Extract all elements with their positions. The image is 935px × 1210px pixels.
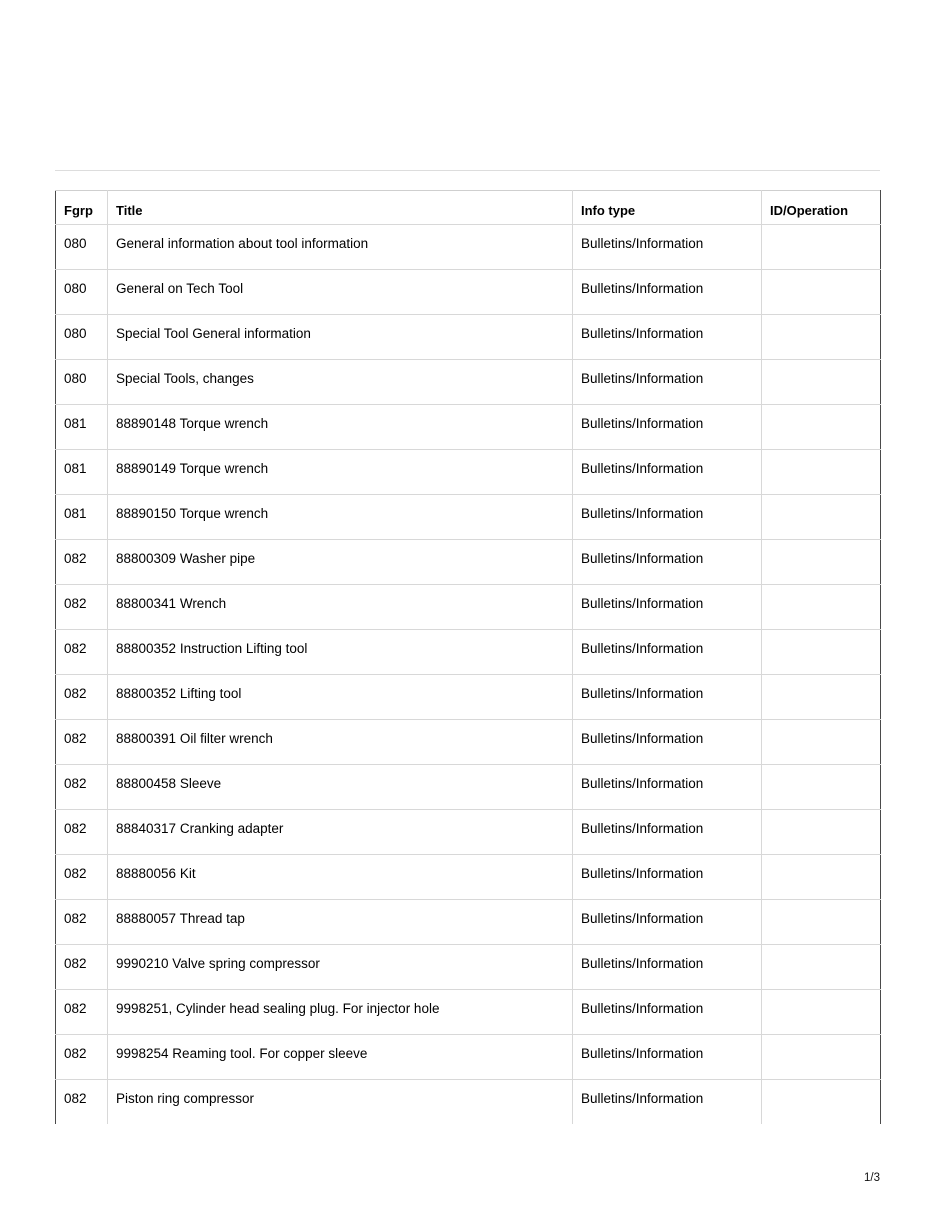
cell-fgrp: 081	[56, 450, 108, 495]
cell-info_type: Bulletins/Information	[573, 225, 762, 270]
column-header-fgrp: Fgrp	[56, 191, 108, 225]
cell-info_type: Bulletins/Information	[573, 855, 762, 900]
cell-fgrp: 082	[56, 585, 108, 630]
table-row	[56, 360, 881, 405]
cell-title: 88890150 Torque wrench	[108, 495, 573, 540]
page-number: 1/3	[864, 1172, 880, 1184]
cell-info_type: Bulletins/Information	[573, 1035, 762, 1080]
cell-info_type: Bulletins/Information	[573, 945, 762, 990]
cell-title: General on Tech Tool	[108, 270, 573, 315]
table-row	[56, 855, 881, 900]
cell-info_type: Bulletins/Information	[573, 810, 762, 855]
cell-fgrp: 082	[56, 675, 108, 720]
cell-fgrp: 080	[56, 360, 108, 405]
cell-id_operation	[762, 495, 881, 540]
cell-id_operation	[762, 585, 881, 630]
cell-title: 88840317 Cranking adapter	[108, 810, 573, 855]
cell-fgrp: 082	[56, 900, 108, 945]
cell-title: 9990210 Valve spring compressor	[108, 945, 573, 990]
cell-fgrp: 080	[56, 315, 108, 360]
table-row	[56, 1035, 881, 1080]
table-row	[56, 675, 881, 720]
cell-info_type: Bulletins/Information	[573, 495, 762, 540]
cell-id_operation	[762, 720, 881, 765]
cell-title: 88880056 Kit	[108, 855, 573, 900]
cell-info_type: Bulletins/Information	[573, 405, 762, 450]
cell-info_type: Bulletins/Information	[573, 360, 762, 405]
cell-id_operation	[762, 990, 881, 1035]
cell-info_type: Bulletins/Information	[573, 675, 762, 720]
table-row	[56, 1080, 881, 1125]
cell-fgrp: 081	[56, 495, 108, 540]
cell-fgrp: 082	[56, 1035, 108, 1080]
cell-title: General information about tool information	[108, 225, 573, 270]
cell-title: 9998254 Reaming tool. For copper sleeve	[108, 1035, 573, 1080]
cell-id_operation	[762, 945, 881, 990]
column-header-id-operation: ID/Operation	[762, 191, 881, 225]
cell-title: 88800341 Wrench	[108, 585, 573, 630]
cell-title: 88800352 Lifting tool	[108, 675, 573, 720]
cell-id_operation	[762, 900, 881, 945]
cell-fgrp: 080	[56, 270, 108, 315]
cell-id_operation	[762, 360, 881, 405]
cell-info_type: Bulletins/Information	[573, 900, 762, 945]
cell-id_operation	[762, 675, 881, 720]
table-row	[56, 630, 881, 675]
table-row	[56, 540, 881, 585]
cell-info_type: Bulletins/Information	[573, 720, 762, 765]
cell-fgrp: 082	[56, 1080, 108, 1125]
cell-title: Special Tool General information	[108, 315, 573, 360]
cell-id_operation	[762, 765, 881, 810]
table-row	[56, 720, 881, 765]
cell-fgrp: 082	[56, 630, 108, 675]
cell-fgrp: 080	[56, 225, 108, 270]
cell-fgrp: 082	[56, 945, 108, 990]
cell-id_operation	[762, 450, 881, 495]
cell-id_operation	[762, 315, 881, 360]
cell-fgrp: 082	[56, 765, 108, 810]
cell-title: 9998251, Cylinder head sealing plug. For injector hole	[108, 990, 573, 1035]
cell-id_operation	[762, 810, 881, 855]
cell-id_operation	[762, 405, 881, 450]
cell-title: Piston ring compressor	[108, 1080, 573, 1125]
column-header-title: Title	[108, 191, 573, 225]
cell-title: Special Tools, changes	[108, 360, 573, 405]
table-header	[56, 191, 881, 225]
table-row	[56, 990, 881, 1035]
table-viewport	[55, 190, 881, 1126]
table-row	[56, 900, 881, 945]
cell-title: 88800391 Oil filter wrench	[108, 720, 573, 765]
cell-info_type: Bulletins/Information	[573, 315, 762, 360]
cell-fgrp: 081	[56, 405, 108, 450]
cell-fgrp: 082	[56, 540, 108, 585]
table-row	[56, 315, 881, 360]
table-body	[56, 225, 881, 1125]
tool-information-table	[55, 190, 881, 1124]
table-row	[56, 495, 881, 540]
cell-fgrp: 082	[56, 810, 108, 855]
cell-id_operation	[762, 1080, 881, 1125]
cell-info_type: Bulletins/Information	[573, 585, 762, 630]
cell-id_operation	[762, 630, 881, 675]
table-header-row	[56, 191, 881, 225]
cell-info_type: Bulletins/Information	[573, 540, 762, 585]
cell-info_type: Bulletins/Information	[573, 270, 762, 315]
cell-title: 88890148 Torque wrench	[108, 405, 573, 450]
cell-id_operation	[762, 270, 881, 315]
table-row	[56, 405, 881, 450]
table-row	[56, 225, 881, 270]
cell-fgrp: 082	[56, 720, 108, 765]
cell-fgrp: 082	[56, 855, 108, 900]
cell-id_operation	[762, 1035, 881, 1080]
cell-id_operation	[762, 225, 881, 270]
table-row	[56, 270, 881, 315]
table-row	[56, 450, 881, 495]
cell-info_type: Bulletins/Information	[573, 630, 762, 675]
column-header-info-type: Info type	[573, 191, 762, 225]
cell-info_type: Bulletins/Information	[573, 1080, 762, 1125]
cell-id_operation	[762, 540, 881, 585]
table-row	[56, 945, 881, 990]
table-row	[56, 765, 881, 810]
cell-title: 88880057 Thread tap	[108, 900, 573, 945]
cell-fgrp: 082	[56, 990, 108, 1035]
cell-id_operation	[762, 855, 881, 900]
cell-title: 88890149 Torque wrench	[108, 450, 573, 495]
table-row	[56, 585, 881, 630]
cell-title: 88800309 Washer pipe	[108, 540, 573, 585]
cell-info_type: Bulletins/Information	[573, 765, 762, 810]
cell-title: 88800458 Sleeve	[108, 765, 573, 810]
table-row	[56, 810, 881, 855]
cell-info_type: Bulletins/Information	[573, 990, 762, 1035]
header-divider-rule	[55, 170, 880, 171]
cell-title: 88800352 Instruction Lifting tool	[108, 630, 573, 675]
cell-info_type: Bulletins/Information	[573, 450, 762, 495]
